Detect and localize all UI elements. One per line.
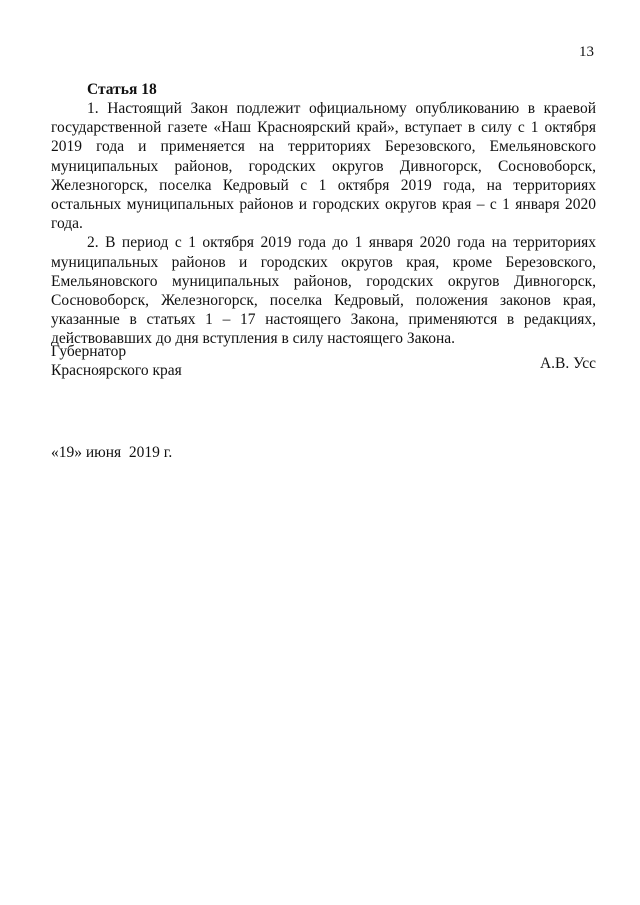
article-paragraph-1: 1. Настоящий Закон подлежит официальному опубликованию в краевой государственной газете «Наш Красноярский край», вступает в силу с 1 октября 2019 года и применяется на территориях Березовского, Емельяновского муниципальных районов, городских округов Дивногорск, Сосновоборск, Железногорск, поселка Кедровый с 1 октября 2019 года, на территориях остальных муниципальных районов и городских округов края – с 1 января 2020 года. [51, 100, 596, 233]
signature-block [51, 342, 596, 380]
page-number: 13 [579, 44, 594, 60]
signing-date: «19» июня 2019 г. [51, 444, 173, 461]
signatory-name: А.В. Усс [539, 355, 596, 372]
article-title: Статья 18 [87, 81, 157, 98]
signatory-position-line1: Губернатор [51, 343, 127, 360]
signatory-position-line2: Красноярского края [51, 362, 182, 379]
article-body [51, 80, 596, 349]
article-paragraph-2: 2. В период с 1 октября 2019 года до 1 января 2020 года на территориях муниципальных районов и городских округов края, кроме Березовского, Емельяновского муниципальных районов, городских округов Дивногорск, Сосновоборск, Железногорск, поселка Кедровый, положения законов края, указанные в статьях 1 – 17 настоящего Закона, применяются в редакциях, действовавших до дня вступления в силу настоящего Закона. [51, 234, 596, 348]
